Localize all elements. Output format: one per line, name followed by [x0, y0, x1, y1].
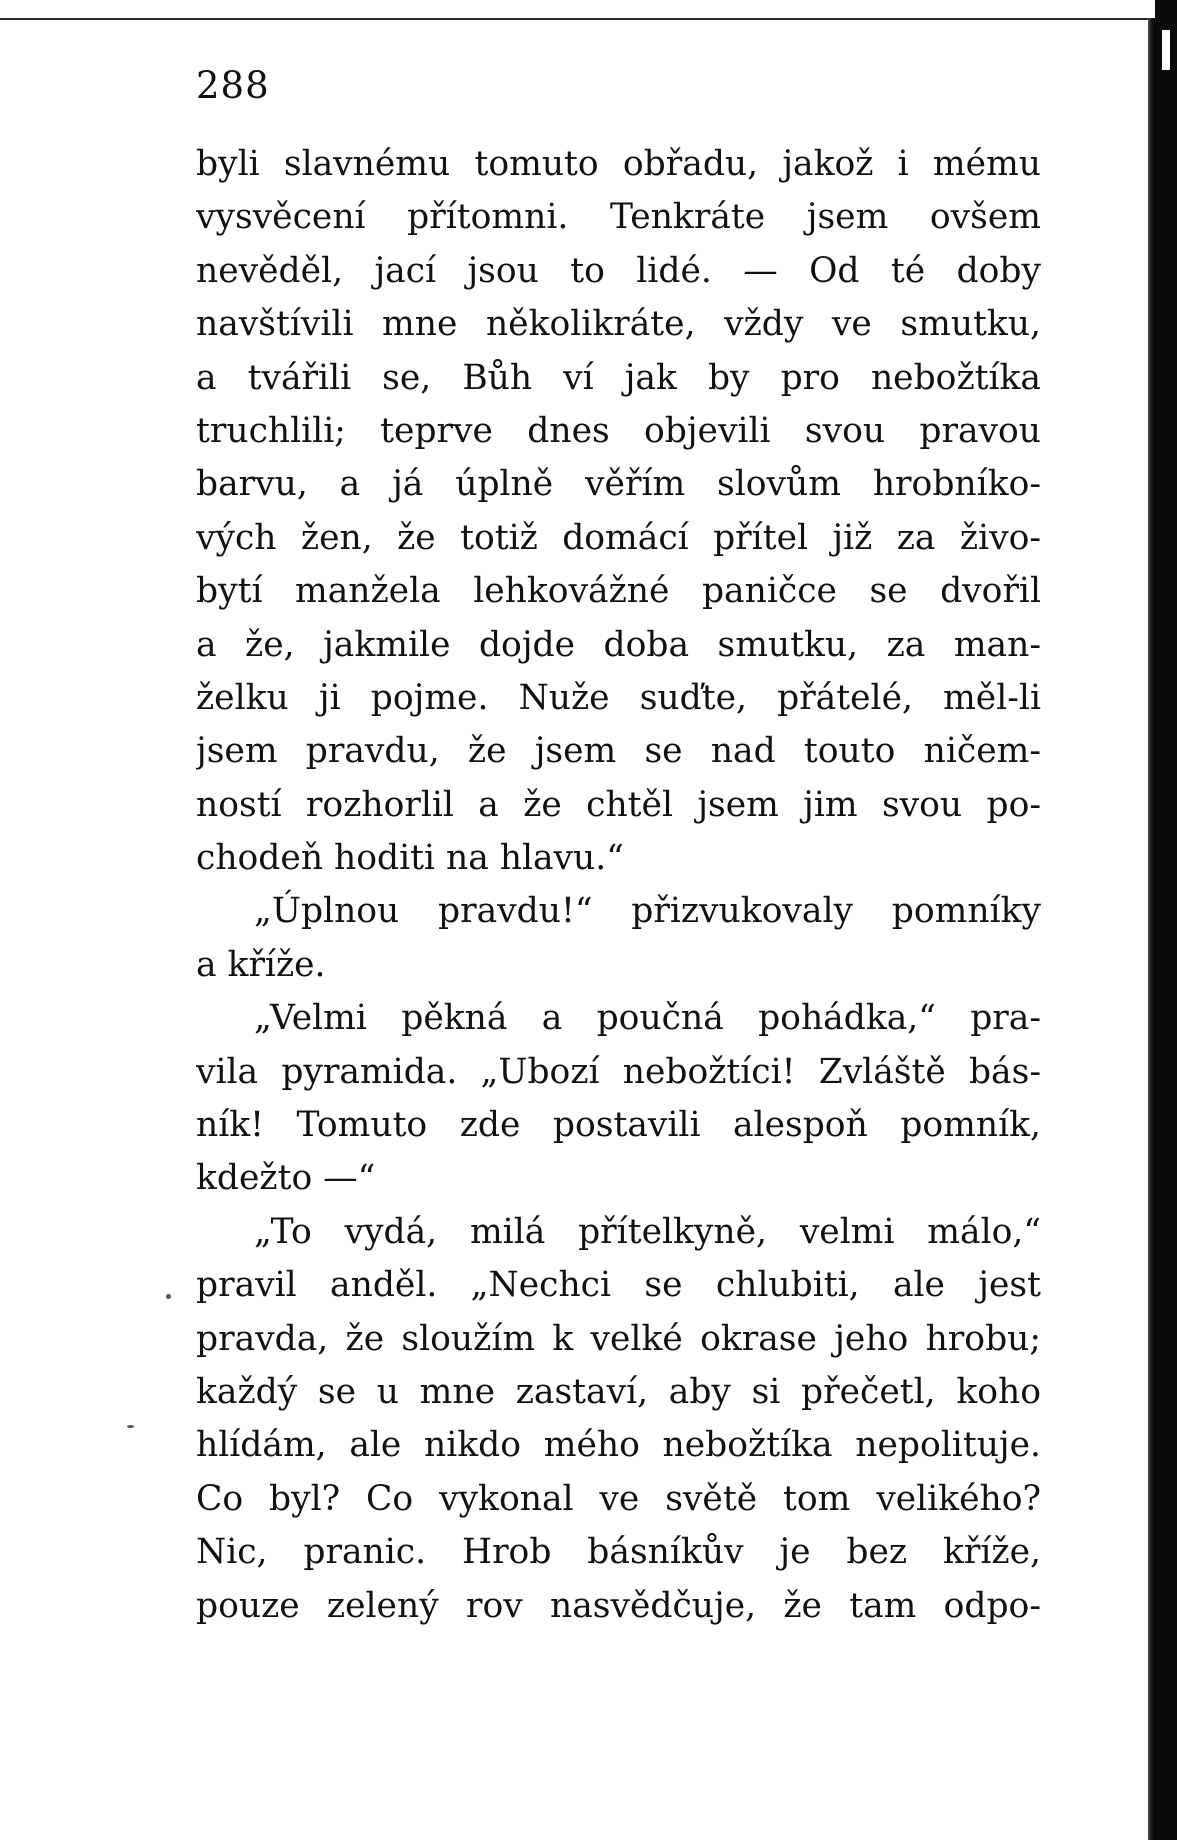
text-line: „To vydá, milá přítelkyně, velmi málo,“: [254, 1211, 1041, 1252]
text-line: „Velmi pěkná a poučná pohádka,“ pra-: [254, 998, 1041, 1039]
text-line: ností rozhorlil a že chtěl jsem jim svou po-: [196, 784, 1041, 825]
text-line: chodeň hoditi na hlavu.“: [196, 838, 624, 879]
text-line: každý se u mne zastaví, aby si přečetl, koho: [196, 1371, 1041, 1412]
paper-speck: [166, 1294, 171, 1299]
text-line: a tvářili se, Bůh ví jak by pro nebožtíka: [196, 357, 1041, 398]
body-text: [196, 138, 1041, 1633]
text-line: želku ji pojme. Nuže suďte, přátelé, měl-li: [196, 677, 1041, 718]
text-line: truchlili; teprve dnes objevili svou pravou: [196, 410, 1041, 451]
text-line: hlídám, ale nikdo mého nebožtíka nepolituje.: [196, 1425, 1041, 1466]
text-line: Co byl? Co vykonal ve světě tom velikého?: [196, 1478, 1041, 1519]
text-line: pravil anděl. „Nechci se chlubiti, ale jest: [196, 1265, 1041, 1306]
page-binding-edge: [1155, 0, 1177, 1840]
text-line: byli slavnému tomuto obřadu, jakož i mému: [196, 144, 1041, 184]
text-line: pravda, že sloužím k velké okrase jeho hrobu;: [196, 1318, 1041, 1359]
text-line: a že, jakmile dojde doba smutku, za man-: [196, 624, 1041, 665]
text-line: Nic, pranic. Hrob básníkův je bez kříže,: [196, 1532, 1041, 1573]
text-line: kdežto —“: [196, 1158, 376, 1199]
text-line: vých žen, že totiž domácí přítel již za živo-: [196, 517, 1041, 558]
text-line: vysvěcení přítomni. Tenkráte jsem ovšem: [196, 197, 1041, 238]
page-right-edge-shadow: [1148, 18, 1155, 1840]
text-line: a kříže.: [196, 944, 326, 985]
text-line: bytí manžela lehkovážné paničce se dvořil: [196, 571, 1041, 612]
text-line: pouze zelený rov nasvědčuje, že tam odpo-: [196, 1585, 1041, 1626]
text-line: „Úplnou pravdu!“ přizvukovaly pomníky: [254, 891, 1041, 932]
paper-speck: [127, 1425, 134, 1428]
edge-highlight: [1162, 30, 1170, 70]
text-line: barvu, a já úplně věřím slovům hrobníko-: [196, 464, 1041, 505]
page-number: 288: [196, 64, 270, 107]
text-line: navštívili mne několikráte, vždy ve smutku,: [196, 304, 1041, 345]
page-top-edge: [0, 18, 1155, 20]
text-line: vila pyramida. „Ubozí nebožtíci! Zvláště bás-: [196, 1051, 1041, 1092]
text-line: jsem pravdu, že jsem se nad touto ničem-: [196, 731, 1041, 772]
text-line: nevěděl, jací jsou to lidé. — Od té doby: [196, 250, 1041, 291]
text-line: ník! Tomuto zde postavili alespoň pomník,: [196, 1105, 1041, 1146]
